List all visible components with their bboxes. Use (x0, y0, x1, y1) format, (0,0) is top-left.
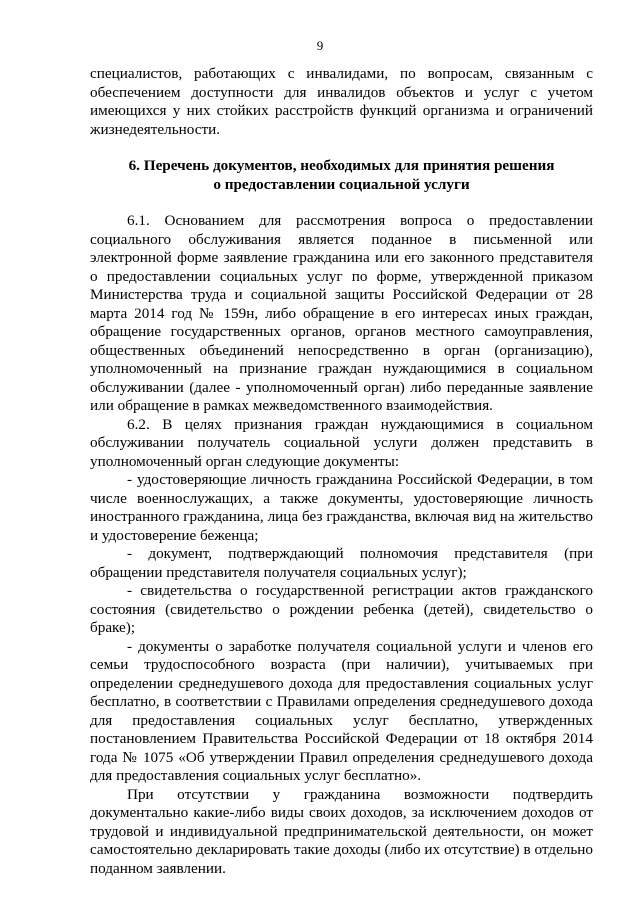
paragraph-6-2: 6.2. В целях признания граждан нуждающимися в социальном обслуживании получатель социальной услуги должен представить в уполномоченный орган следующие документы: (90, 415, 593, 470)
section-heading-line-2: о предоставлении социальной услуги (213, 175, 470, 193)
paragraph-income-declaration: При отсутствии у гражданина возможности подтвердить документально какие-либо виды своих доходов, за исключением доходов от трудовой и индивидуальной предпринимательской деятельности, он может самостоятельно декларировать такие доходы (либо их отсутствие) в отдельно поданном заявлении. (90, 785, 593, 877)
intro-paragraph: специалистов, работающих с инвалидами, по вопросам, связанным с обеспечением доступности для инвалидов объектов и услуг с учетом имеющихся у них стойких расстройств функций организма и ограничений жизнедеятельности. (90, 65, 593, 138)
section-heading (90, 157, 593, 194)
list-item-representative-authority: - документ, подтверждающий полномочия представителя (при обращении представителя получателя социальных услуг); (90, 545, 593, 581)
paragraph-6-1: 6.1. Основанием для рассмотрения вопроса о предоставлении социального обслуживания является поданное в письменной или электронной форме заявление гражданина или его законного представителя о предоставлении социальных услуг по форме, утвержденной приказом Министерства труда и социальной защиты Российской Федерации от 28 марта 2014 год № 159н, либо обращение в его интересах иных граждан, обращение государственных органов, органов местного самоуправления, общественных объединений непосредственно в орган (организацию), уполномоченный на признание граждан нуждающимися в социальном обслуживании (далее - уполномоченный орган) либо переданные заявление или обращение в рамках межведомственного взаимодействия. (90, 212, 593, 414)
list-item-income-documents: - документы о заработке получателя социальной услуги и членов его семьи трудоспособного возраста (при наличии), учитываемых при определении среднедушевого дохода для предоставления социальных услуг бесплатно, в соответствии с Правилами определения среднедушевого дохода для предоставления социальных услуг бесплатно, утвержденных постановлением Правительства Российской Федерации от 18 октября 2014 года № 1075 «Об утверждении Правил определения среднедушевого дохода для предоставления социальных услуг бесплатно». (90, 637, 593, 784)
section-heading-line-1: 6. Перечень документов, необходимых для принятия решения (128, 157, 555, 174)
page-number: 9 (316, 38, 324, 53)
list-item-civil-status-certificates: - свидетельства о государственной регистрации актов гражданского состояния (свидетельство о рождении ребенка (детей), свидетельство о браке); (90, 582, 593, 636)
document-body (90, 65, 593, 878)
list-item-identity-documents: - удостоверяющие личность гражданина Российской Федерации, в том числе военнослужащих, а также документы, удостоверяющие личность иностранного гражданина, лица без гражданства, включая вид на жительство и удостоверение беженца; (90, 471, 593, 544)
